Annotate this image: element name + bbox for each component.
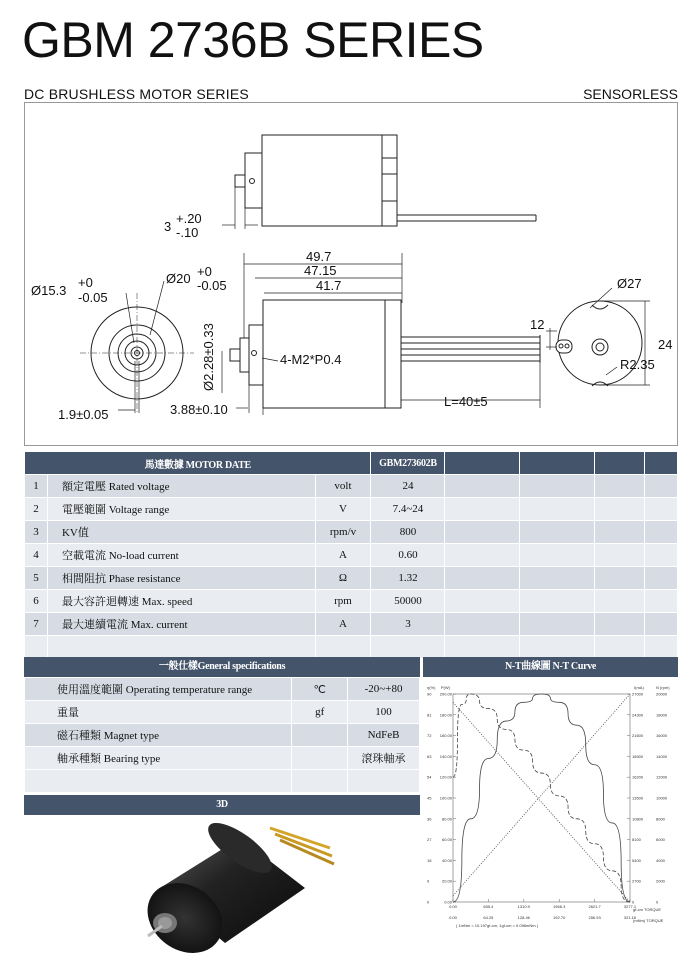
empty-cell	[520, 521, 595, 544]
right-axis2-tick-label: 18000	[656, 712, 668, 718]
left-axis1-tick-label: 18	[427, 857, 432, 863]
empty-cell	[645, 544, 678, 567]
left-axis1-tick-label: 81	[427, 712, 432, 718]
left-axis2-tick-label: 20.00	[441, 878, 452, 884]
left-axis1-tick-label: 27	[427, 837, 432, 843]
right-axis1-tick-label: 10800	[632, 816, 644, 822]
x-tick-label-bottom: 256.93	[588, 915, 601, 920]
empty-cell	[445, 475, 520, 498]
right-axis2-label: N (rpm)	[656, 685, 670, 690]
left-axis2-label: P(W)	[440, 685, 450, 690]
row-parameter: 額定電壓 Rated voltage	[47, 475, 315, 498]
model-number-header: GBM273602B	[371, 452, 445, 475]
left-axis1-tick-label: 72	[427, 733, 432, 739]
dim-3-tol-plus: +.20	[176, 211, 202, 226]
row-number: 3	[25, 521, 48, 544]
empty-cell	[595, 521, 645, 544]
row-value: 50000	[371, 590, 445, 613]
dim-3-tol-minus: -.10	[176, 225, 199, 240]
left-axis2-tick-label: 100.00	[439, 795, 452, 801]
table-row	[25, 636, 678, 659]
spec-parameter: 重量	[25, 701, 292, 724]
right-axis1-tick-label: 13500	[632, 795, 644, 801]
dim-r2-35: R2.35	[620, 357, 655, 372]
left-axis2-tick-label: 140.00	[439, 753, 452, 759]
dim-49-7: 49.7	[306, 249, 332, 264]
x-tick-label: 1310.9	[517, 904, 530, 909]
row-unit: A	[315, 613, 371, 636]
x-tick-label-bottom: 64.25	[483, 915, 494, 920]
empty-cell	[645, 498, 678, 521]
empty-cell	[595, 567, 645, 590]
row-value: 7.4~24	[371, 498, 445, 521]
left-axis2-tick-label: 120.00	[439, 774, 452, 780]
right-axis1-tick-label: 5400	[632, 857, 641, 863]
right-axis1-tick-label: 2700	[632, 878, 641, 884]
left-axis1-label: η(%)	[427, 685, 436, 690]
dim-d15-tol-plus: +0	[78, 275, 93, 290]
x-axis-label: gf-cm TORQUE	[633, 907, 662, 912]
x-tick-label: 0.00	[449, 904, 457, 909]
table-row	[25, 701, 420, 724]
left-axis1-tick-label: 90	[427, 691, 432, 697]
page-title: GBM 2736B SERIES	[22, 12, 484, 68]
row-parameter: 電壓範圍 Voltage range	[47, 498, 315, 521]
empty-cell	[445, 544, 520, 567]
empty-cell	[595, 498, 645, 521]
series-subtitle: DC BRUSHLESS MOTOR SERIES	[24, 86, 249, 102]
empty-cell	[445, 590, 520, 613]
x-tick-label: 1966.3	[553, 904, 566, 909]
right-axis2-tick-label: 20000	[656, 691, 668, 697]
table-row	[25, 498, 678, 521]
motor-data-table	[24, 451, 678, 659]
dim-thread: 4-M2*P0.4	[280, 352, 342, 367]
spec-parameter: 使用溫度範圍 Operating temperature range	[25, 678, 292, 701]
lower-side-view	[222, 300, 540, 415]
table-row	[25, 770, 420, 793]
row-unit: rpm	[315, 590, 371, 613]
dim-12: 12	[530, 317, 545, 332]
right-axis2-tick-label: 8000	[656, 816, 665, 822]
x-tick-label-bottom: 0.00	[449, 915, 457, 920]
dim-d15-tol-minus: -0.05	[78, 290, 108, 305]
left-axis2-tick-label: 40.00	[441, 857, 452, 863]
right-axis1-tick-label: 0	[632, 899, 635, 905]
left-axis2-tick-label: 60.00	[441, 837, 452, 843]
empty-cell	[595, 475, 645, 498]
x-tick-label: 2621.7	[588, 904, 601, 909]
row-number: 2	[25, 498, 48, 521]
right-axis1-tick-label: 27000	[632, 691, 644, 697]
empty-cell	[645, 590, 678, 613]
x-axis-label-bottom: (mNm) TORQUE	[633, 918, 664, 923]
empty-cell	[645, 521, 678, 544]
general-spec-header: 一般仕樣General specifications	[24, 657, 420, 677]
table-row	[25, 521, 678, 544]
right-axis2-tick-label: 2000	[656, 878, 665, 884]
left-axis2-tick-label: 80.00	[441, 816, 452, 822]
empty-cell	[445, 613, 520, 636]
row-value: 0.60	[371, 544, 445, 567]
dim-41-7: 41.7	[316, 278, 342, 293]
motor-data-header-label: 馬達數據 MOTOR DATE	[25, 452, 371, 475]
right-axis1-tick-label: 24300	[632, 712, 644, 718]
dim-d20: Ø20	[166, 271, 191, 286]
row-number: 7	[25, 613, 48, 636]
right-axis1-tick-label: 16200	[632, 774, 644, 780]
right-axis1-tick-label: 21600	[632, 733, 644, 739]
table-row	[25, 724, 420, 747]
row-number: 1	[25, 475, 48, 498]
row-parameter: 空載電流 No-load current	[47, 544, 315, 567]
general-spec-table	[24, 677, 420, 793]
left-axis1-tick-label: 45	[427, 795, 432, 801]
empty-cell	[645, 475, 678, 498]
dim-d15-3: Ø15.3	[31, 283, 67, 298]
left-axis1-tick-label: 36	[427, 816, 432, 822]
row-value: 3	[371, 613, 445, 636]
row-parameter: 最大連續電流 Max. current	[47, 613, 315, 636]
dim-24: 24	[658, 337, 673, 352]
row-number: 6	[25, 590, 48, 613]
empty-cell	[520, 613, 595, 636]
spec-value: -20~+80	[348, 678, 420, 701]
table-row	[25, 475, 678, 498]
row-unit: volt	[315, 475, 371, 498]
right-axis2-tick-label: 4000	[656, 857, 665, 863]
x-tick-label-bottom: 128.46	[517, 915, 530, 920]
left-axis1-tick-label: 0	[427, 899, 430, 905]
row-unit: rpm/v	[315, 521, 371, 544]
right-axis2-tick-label: 0	[656, 899, 659, 905]
spec-unit	[292, 724, 348, 747]
empty-cell	[645, 613, 678, 636]
left-axis2-tick-label: 160.00	[439, 733, 452, 739]
table-row	[25, 747, 420, 770]
table-row	[25, 613, 678, 636]
section-3d-header: 3D	[24, 795, 420, 815]
empty-cell	[520, 590, 595, 613]
x-tick-label: 3277.1	[623, 904, 637, 909]
spec-unit: gf	[292, 701, 348, 724]
row-number: 4	[25, 544, 48, 567]
spec-value: NdFeB	[348, 724, 420, 747]
spec-value: 滾珠軸承	[348, 747, 420, 770]
table-row	[25, 678, 420, 701]
x-tick-label-bottom: 192.70	[553, 915, 566, 920]
left-axis1-tick-label: 54	[427, 774, 432, 780]
right-axis2-tick-label: 14000	[656, 753, 668, 759]
right-axis2-tick-label: 6000	[656, 837, 665, 843]
empty-cell	[595, 544, 645, 567]
empty-cell	[520, 544, 595, 567]
empty-cell	[520, 498, 595, 521]
spec-unit	[292, 747, 348, 770]
x-tick-label: 655.4	[483, 904, 494, 909]
left-axis1-tick-label: 63	[427, 753, 432, 759]
left-axis1-tick-label: 9	[427, 878, 430, 884]
right-axis2-tick-label: 12000	[656, 774, 668, 780]
dim-1-9: 1.9±0.05	[58, 407, 109, 422]
left-axis2-tick-label: 0.00	[444, 899, 452, 905]
empty-cell	[445, 567, 520, 590]
row-value: 1.32	[371, 567, 445, 590]
left-axis2-tick-label: 200.00	[439, 691, 452, 697]
nt-curve-header: N-T曲線圖 N-T Curve	[423, 657, 678, 677]
row-number: 5	[25, 567, 48, 590]
chart-footnote: ( 1mNm = 10.197gf-cm, 1gf-cm = 0.098mNm )	[456, 923, 539, 928]
spec-value: 100	[348, 701, 420, 724]
right-axis1-tick-label: 18900	[632, 753, 644, 759]
empty-cell	[595, 613, 645, 636]
row-parameter: KV值	[47, 521, 315, 544]
empty-cell	[520, 475, 595, 498]
table-row	[25, 567, 678, 590]
dim-d20-tol-minus: -0.05	[197, 278, 227, 293]
spec-parameter: 磁石種類 Magnet type	[25, 724, 292, 747]
empty-cell	[520, 567, 595, 590]
dim-d20-tol-plus: +0	[197, 264, 212, 279]
table-row	[25, 544, 678, 567]
dim-47-15: 47.15	[304, 263, 337, 278]
empty-cell	[445, 498, 520, 521]
row-unit: V	[315, 498, 371, 521]
empty-cell	[595, 590, 645, 613]
row-unit: A	[315, 544, 371, 567]
row-unit: Ω	[315, 567, 371, 590]
row-parameter: 最大容許迴轉速 Max. speed	[47, 590, 315, 613]
nt-curve-chart	[423, 677, 678, 933]
dim-3-88: 3.88±0.10	[170, 402, 228, 417]
dim-3: 3	[164, 219, 172, 234]
dim-d2-28: Ø2.28±0.33	[201, 323, 216, 391]
right-axis2-tick-label: 10000	[656, 795, 668, 801]
motor-3d-render	[130, 818, 340, 958]
top-side-view	[222, 135, 536, 229]
right-axis2-tick-label: 16000	[656, 733, 668, 739]
spec-unit: ℃	[292, 678, 348, 701]
row-value: 24	[371, 475, 445, 498]
row-value: 800	[371, 521, 445, 544]
x-tick-label-bottom: 321.16	[623, 915, 637, 920]
dim-lead-length: L=40±5	[444, 394, 488, 409]
table-row	[25, 590, 678, 613]
technical-drawing	[0, 103, 700, 446]
motor-table-header	[25, 452, 678, 475]
spec-parameter: 軸承種類 Bearing type	[25, 747, 292, 770]
right-axis1-tick-label: 8100	[632, 837, 641, 843]
right-axis1-label: I(mA)	[634, 685, 644, 690]
row-parameter: 相間阻抗 Phase resistance	[47, 567, 315, 590]
sensor-type-label: SENSORLESS	[583, 86, 678, 102]
dim-d27: Ø27	[617, 276, 642, 291]
empty-cell	[445, 521, 520, 544]
left-axis2-tick-label: 180.00	[439, 712, 452, 718]
empty-cell	[645, 567, 678, 590]
